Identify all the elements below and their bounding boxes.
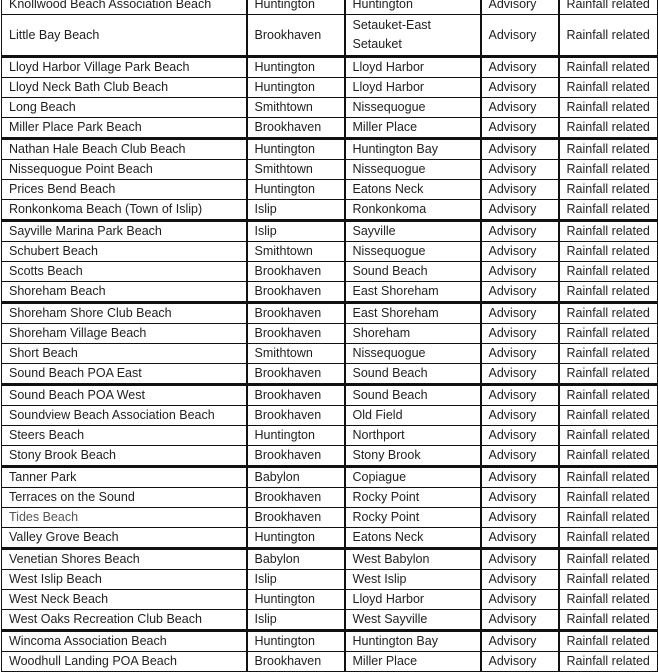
beach-name-cell: Short Beach xyxy=(2,344,247,364)
beach-name-cell: Miller Place Park Beach xyxy=(2,118,247,139)
reason-cell: Rainfall related xyxy=(559,118,658,139)
status-cell: Advisory xyxy=(481,160,559,180)
reason-cell: Rainfall related xyxy=(559,488,658,508)
beach-name-cell: Prices Bend Beach xyxy=(2,180,247,200)
table-row xyxy=(2,570,658,590)
beach-advisory-table xyxy=(1,0,658,672)
location-cell: Huntington xyxy=(345,0,481,15)
town-cell: Brookhaven xyxy=(247,385,345,406)
table-row xyxy=(2,528,658,549)
table-row xyxy=(2,610,658,631)
beach-name-cell: Steers Beach xyxy=(2,426,247,446)
location-cell: Lloyd Harbor xyxy=(345,78,481,98)
status-cell: Advisory xyxy=(481,324,559,344)
reason-cell: Rainfall related xyxy=(559,652,658,672)
location-cell: Northport xyxy=(345,426,481,446)
table-row xyxy=(2,406,658,426)
location-cell: Sound Beach xyxy=(345,262,481,282)
reason-cell: Rainfall related xyxy=(559,528,658,549)
status-cell: Advisory xyxy=(481,242,559,262)
town-cell: Huntington xyxy=(247,78,345,98)
location-cell: East Shoreham xyxy=(345,282,481,303)
beach-name-cell: Lloyd Neck Bath Club Beach xyxy=(2,78,247,98)
location-cell: Setauket-East Setauket xyxy=(345,15,481,57)
location-cell: Copiague xyxy=(345,467,481,488)
beach-name-cell: Sound Beach POA West xyxy=(2,385,247,406)
town-cell: Huntington xyxy=(247,57,345,78)
table-row xyxy=(2,324,658,344)
reason-cell: Rainfall related xyxy=(559,262,658,282)
beach-name-cell: West Oaks Recreation Club Beach xyxy=(2,610,247,631)
beach-name-cell: Lloyd Harbor Village Park Beach xyxy=(2,57,247,78)
location-cell: Miller Place xyxy=(345,118,481,139)
town-cell: Islip xyxy=(247,610,345,631)
reason-cell: Rainfall related xyxy=(559,303,658,324)
town-cell: Brookhaven xyxy=(247,488,345,508)
reason-cell: Rainfall related xyxy=(559,570,658,590)
reason-cell: Rainfall related xyxy=(559,0,658,15)
table-row xyxy=(2,0,658,15)
status-cell: Advisory xyxy=(481,262,559,282)
table-row xyxy=(2,385,658,406)
status-cell: Advisory xyxy=(481,652,559,672)
location-cell: Miller Place xyxy=(345,652,481,672)
status-cell: Advisory xyxy=(481,426,559,446)
table-row xyxy=(2,467,658,488)
status-cell: Advisory xyxy=(481,488,559,508)
location-cell: Sound Beach xyxy=(345,364,481,385)
town-cell: Brookhaven xyxy=(247,15,345,57)
reason-cell: Rainfall related xyxy=(559,344,658,364)
status-cell: Advisory xyxy=(481,467,559,488)
status-cell: Advisory xyxy=(481,303,559,324)
table-row xyxy=(2,15,658,57)
beach-name-cell: Little Bay Beach xyxy=(2,15,247,57)
town-cell: Brookhaven xyxy=(247,303,345,324)
town-cell: Brookhaven xyxy=(247,406,345,426)
beach-advisory-table-container xyxy=(1,0,657,672)
table-body xyxy=(2,0,658,672)
status-cell: Advisory xyxy=(481,118,559,139)
beach-name-cell: Venetian Shores Beach xyxy=(2,549,247,570)
reason-cell: Rainfall related xyxy=(559,508,658,528)
beach-name-cell: Woodhull Landing POA Beach xyxy=(2,652,247,672)
table-row xyxy=(2,242,658,262)
beach-name-cell: Sound Beach POA East xyxy=(2,364,247,385)
reason-cell: Rainfall related xyxy=(559,78,658,98)
location-cell: Rocky Point xyxy=(345,488,481,508)
table-row xyxy=(2,508,658,528)
reason-cell: Rainfall related xyxy=(559,282,658,303)
status-cell: Advisory xyxy=(481,139,559,160)
table-row xyxy=(2,262,658,282)
table-row xyxy=(2,303,658,324)
reason-cell: Rainfall related xyxy=(559,139,658,160)
status-cell: Advisory xyxy=(481,364,559,385)
town-cell: Brookhaven xyxy=(247,262,345,282)
table-row xyxy=(2,221,658,242)
location-cell: Sayville xyxy=(345,221,481,242)
location-cell: Nissequogue xyxy=(345,98,481,118)
reason-cell: Rainfall related xyxy=(559,98,658,118)
town-cell: Brookhaven xyxy=(247,364,345,385)
beach-name-cell: West Neck Beach xyxy=(2,590,247,610)
beach-name-cell: Wincoma Association Beach xyxy=(2,631,247,652)
town-cell: Huntington xyxy=(247,590,345,610)
location-cell: Nissequogue xyxy=(345,242,481,262)
beach-name-cell: Nathan Hale Beach Club Beach xyxy=(2,139,247,160)
location-cell: West Sayville xyxy=(345,610,481,631)
location-cell: Ronkonkoma xyxy=(345,200,481,221)
table-row xyxy=(2,180,658,200)
status-cell: Advisory xyxy=(481,590,559,610)
reason-cell: Rainfall related xyxy=(559,57,658,78)
location-cell: Eatons Neck xyxy=(345,180,481,200)
status-cell: Advisory xyxy=(481,528,559,549)
reason-cell: Rainfall related xyxy=(559,15,658,57)
status-cell: Advisory xyxy=(481,200,559,221)
location-cell: Sound Beach xyxy=(345,385,481,406)
town-cell: Smithtown xyxy=(247,98,345,118)
table-row xyxy=(2,98,658,118)
location-cell: Shoreham xyxy=(345,324,481,344)
table-row xyxy=(2,426,658,446)
reason-cell: Rainfall related xyxy=(559,385,658,406)
beach-name-cell: Soundview Beach Association Beach xyxy=(2,406,247,426)
town-cell: Brookhaven xyxy=(247,508,345,528)
table-row xyxy=(2,57,658,78)
status-cell: Advisory xyxy=(481,221,559,242)
status-cell: Advisory xyxy=(481,78,559,98)
reason-cell: Rainfall related xyxy=(559,549,658,570)
table-row xyxy=(2,488,658,508)
reason-cell: Rainfall related xyxy=(559,631,658,652)
location-cell: West Islip xyxy=(345,570,481,590)
beach-name-cell: Ronkonkoma Beach (Town of Islip) xyxy=(2,200,247,221)
status-cell: Advisory xyxy=(481,610,559,631)
table-row xyxy=(2,631,658,652)
location-cell: East Shoreham xyxy=(345,303,481,324)
reason-cell: Rainfall related xyxy=(559,160,658,180)
town-cell: Brookhaven xyxy=(247,652,345,672)
beach-name-cell: Stony Brook Beach xyxy=(2,446,247,467)
status-cell: Advisory xyxy=(481,631,559,652)
reason-cell: Rainfall related xyxy=(559,200,658,221)
status-cell: Advisory xyxy=(481,385,559,406)
location-cell: Lloyd Harbor xyxy=(345,57,481,78)
beach-name-cell: Shoreham Village Beach xyxy=(2,324,247,344)
reason-cell: Rainfall related xyxy=(559,324,658,344)
reason-cell: Rainfall related xyxy=(559,590,658,610)
status-cell: Advisory xyxy=(481,98,559,118)
location-cell: Eatons Neck xyxy=(345,528,481,549)
status-cell: Advisory xyxy=(481,570,559,590)
town-cell: Huntington xyxy=(247,426,345,446)
reason-cell: Rainfall related xyxy=(559,364,658,385)
table-row xyxy=(2,549,658,570)
town-cell: Islip xyxy=(247,221,345,242)
reason-cell: Rainfall related xyxy=(559,467,658,488)
town-cell: Huntington xyxy=(247,0,345,15)
reason-cell: Rainfall related xyxy=(559,446,658,467)
reason-cell: Rainfall related xyxy=(559,180,658,200)
table-row xyxy=(2,590,658,610)
table-row xyxy=(2,446,658,467)
status-cell: Advisory xyxy=(481,406,559,426)
town-cell: Brookhaven xyxy=(247,282,345,303)
status-cell: Advisory xyxy=(481,446,559,467)
status-cell: Advisory xyxy=(481,57,559,78)
beach-name-cell: Tides Beach xyxy=(2,508,247,528)
location-cell: Huntington Bay xyxy=(345,631,481,652)
beach-name-cell: Tanner Park xyxy=(2,467,247,488)
location-cell: Nissequogue xyxy=(345,160,481,180)
status-cell: Advisory xyxy=(481,0,559,15)
town-cell: Smithtown xyxy=(247,344,345,364)
location-cell: Rocky Point xyxy=(345,508,481,528)
town-cell: Huntington xyxy=(247,180,345,200)
town-cell: Huntington xyxy=(247,528,345,549)
reason-cell: Rainfall related xyxy=(559,221,658,242)
status-cell: Advisory xyxy=(481,344,559,364)
table-row xyxy=(2,282,658,303)
location-cell: Lloyd Harbor xyxy=(345,590,481,610)
table-row xyxy=(2,139,658,160)
table-row xyxy=(2,78,658,98)
status-cell: Advisory xyxy=(481,180,559,200)
town-cell: Brookhaven xyxy=(247,446,345,467)
beach-name-cell: Shoreham Beach xyxy=(2,282,247,303)
reason-cell: Rainfall related xyxy=(559,610,658,631)
table-row xyxy=(2,118,658,139)
town-cell: Brookhaven xyxy=(247,324,345,344)
table-row xyxy=(2,364,658,385)
town-cell: Smithtown xyxy=(247,160,345,180)
reason-cell: Rainfall related xyxy=(559,406,658,426)
reason-cell: Rainfall related xyxy=(559,242,658,262)
town-cell: Islip xyxy=(247,200,345,221)
beach-name-cell: Sayville Marina Park Beach xyxy=(2,221,247,242)
location-cell: Nissequogue xyxy=(345,344,481,364)
beach-name-cell: Scotts Beach xyxy=(2,262,247,282)
town-cell: Smithtown xyxy=(247,242,345,262)
beach-name-cell: Nissequogue Point Beach xyxy=(2,160,247,180)
location-cell: West Babylon xyxy=(345,549,481,570)
status-cell: Advisory xyxy=(481,282,559,303)
town-cell: Babylon xyxy=(247,467,345,488)
status-cell: Advisory xyxy=(481,508,559,528)
beach-name-cell: West Islip Beach xyxy=(2,570,247,590)
location-cell: Old Field xyxy=(345,406,481,426)
reason-cell: Rainfall related xyxy=(559,426,658,446)
table-row xyxy=(2,344,658,364)
table-row xyxy=(2,160,658,180)
beach-name-cell: Terraces on the Sound xyxy=(2,488,247,508)
town-cell: Huntington xyxy=(247,631,345,652)
location-cell: Huntington Bay xyxy=(345,139,481,160)
table-row xyxy=(2,200,658,221)
location-cell: Stony Brook xyxy=(345,446,481,467)
beach-name-cell: Shoreham Shore Club Beach xyxy=(2,303,247,324)
status-cell: Advisory xyxy=(481,15,559,57)
town-cell: Brookhaven xyxy=(247,118,345,139)
town-cell: Huntington xyxy=(247,139,345,160)
beach-name-cell: Knollwood Beach Association Beach xyxy=(2,0,247,15)
beach-name-cell: Schubert Beach xyxy=(2,242,247,262)
beach-name-cell: Valley Grove Beach xyxy=(2,528,247,549)
beach-name-cell: Long Beach xyxy=(2,98,247,118)
town-cell: Babylon xyxy=(247,549,345,570)
town-cell: Islip xyxy=(247,570,345,590)
status-cell: Advisory xyxy=(481,549,559,570)
